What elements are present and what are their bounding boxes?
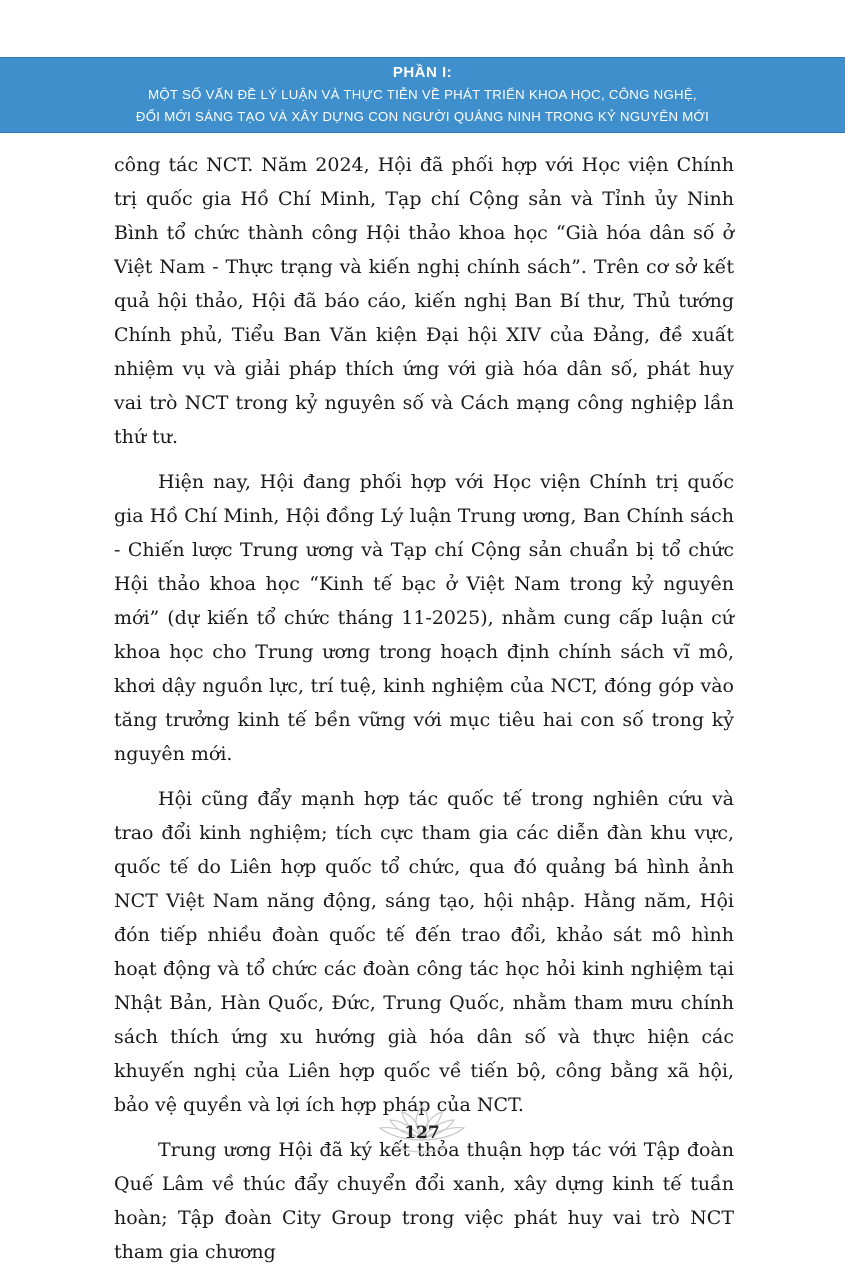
paragraph-3: Hội cũng đẩy mạnh hợp tác quốc tế trong nghiên cứu và trao đổi kinh nghiệm; tích cực tham gia các diễn đàn khu vực, quốc tế do Liên hợp quốc tổ chức, qua đó quảng bá hình ảnh NCT Việt Nam năng động, sáng tạo, hội nhập. Hằng năm, Hội đón tiếp nhiều đoàn quốc tế đến trao đổi, khảo sát mô hình hoạt động và tổ chức các đoàn công tác học hỏi kinh nghiệm tại Nhật Bản, Hàn Quốc, Đức, Trung Quốc, nhằm tham mưu chính sách thích ứng xu hướng già hóa dân số và thực hiện các khuyến nghị của Liên hợp quốc về tiến bộ, công bằng xã hội, bảo vệ quyền và lợi ích hợp pháp của NCT.: [114, 788, 734, 1116]
paragraph-2: Hiện nay, Hội đang phối hợp với Học viện Chính trị quốc gia Hồ Chí Minh, Hội đồng Lý luận Trung ương, Ban Chính sách - Chiến lược Trung ương và Tạp chí Cộng sản chuẩn bị tổ chức Hội thảo khoa học “Kinh tế bạc ở Việt Nam trong kỷ nguyên mới” (dự kiến tổ chức tháng 11-2025), nhằm cung cấp luận cứ khoa học cho Trung ương trong hoạch định chính sách vĩ mô, khơi dậy nguồn lực, trí tuệ, kinh nghiệm của NCT, đóng góp vào tăng trưởng kinh tế bền vững với mục tiêu hai con số trong kỷ nguyên mới.: [114, 471, 734, 765]
paragraph-1: công tác NCT. Năm 2024, Hội đã phối hợp với Học viện Chính trị quốc gia Hồ Chí Minh, Tạp chí Cộng sản và Tỉnh ủy Ninh Bình tổ chức thành công Hội thảo khoa học “Già hóa dân số ở Việt Nam - Thực trạng và kiến nghị chính sách”. Trên cơ sở kết quả hội thảo, Hội đã báo cáo, kiến nghị Ban Bí thư, Thủ tướng Chính phủ, Tiểu Ban Văn kiện Đại hội XIV của Đảng, đề xuất nhiệm vụ và giải pháp thích ứng với già hóa dân số, phát huy vai trò NCT trong kỷ nguyên số và Cách mạng công nghiệp lần thứ tư.: [114, 154, 734, 448]
section-header-band: [0, 57, 845, 133]
section-subtitle-line-1: MỘT SỐ VẤN ĐỀ LÝ LUẬN VÀ THỰC TIỄN VỀ PHÁT TRIỂN KHOA HỌC, CÔNG NGHỆ,: [148, 87, 697, 102]
paragraph-4: Trung ương Hội đã ký kết thỏa thuận hợp tác với Tập đoàn Quế Lâm về thúc đẩy chuyển đổi xanh, xây dựng kinh tế tuần hoàn; Tập đoàn City Group trong việc phát huy vai trò NCT tham gia chương: [114, 1139, 734, 1263]
page-number: 127: [404, 1123, 440, 1143]
section-subtitle-line-2: ĐỔI MỚI SÁNG TẠO VÀ XÂY DỰNG CON NGƯỜI QUẢNG NINH TRONG KỶ NGUYÊN MỚI: [135, 109, 710, 124]
section-title: PHẦN I:: [392, 64, 453, 81]
